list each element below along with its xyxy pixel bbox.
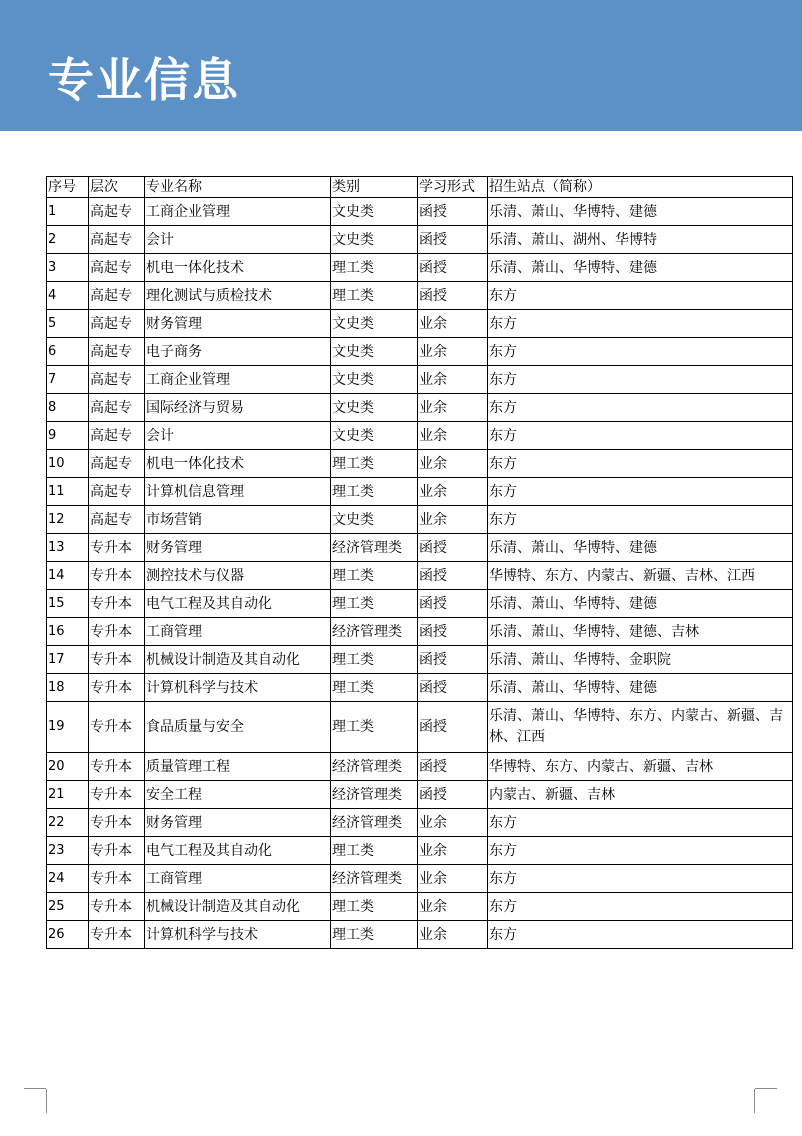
major-table	[46, 176, 793, 949]
table-row	[47, 338, 793, 366]
cell-level: 高起专	[89, 450, 145, 478]
cell-major: 电气工程及其自动化	[145, 590, 331, 618]
cell-major: 机电一体化技术	[145, 450, 331, 478]
cell-category: 理工类	[331, 590, 418, 618]
cell-category: 文史类	[331, 198, 418, 226]
cell-category: 理工类	[331, 674, 418, 702]
table-row	[47, 809, 793, 837]
cell-level: 专升本	[89, 590, 145, 618]
cell-no: 18	[47, 674, 89, 702]
cell-sites: 东方	[488, 310, 793, 338]
column-header-major: 专业名称	[145, 177, 331, 198]
cell-sites: 东方	[488, 366, 793, 394]
table-row	[47, 226, 793, 254]
table-row	[47, 394, 793, 422]
table-row	[47, 921, 793, 949]
cell-category: 经济管理类	[331, 781, 418, 809]
cell-level: 专升本	[89, 921, 145, 949]
cell-mode: 函授	[418, 534, 488, 562]
cell-sites: 东方	[488, 837, 793, 865]
cell-no: 20	[47, 753, 89, 781]
cell-mode: 函授	[418, 753, 488, 781]
cell-major: 测控技术与仪器	[145, 562, 331, 590]
header-banner	[0, 0, 802, 131]
cell-major: 机械设计制造及其自动化	[145, 646, 331, 674]
table-row	[47, 366, 793, 394]
table-row	[47, 646, 793, 674]
cell-category: 经济管理类	[331, 809, 418, 837]
cell-major: 工商企业管理	[145, 366, 331, 394]
cell-category: 文史类	[331, 422, 418, 450]
cell-no: 9	[47, 422, 89, 450]
cell-mode: 函授	[418, 781, 488, 809]
cell-mode: 函授	[418, 590, 488, 618]
cell-category: 经济管理类	[331, 534, 418, 562]
cell-no: 14	[47, 562, 89, 590]
cell-level: 专升本	[89, 865, 145, 893]
table-row	[47, 506, 793, 534]
cell-level: 专升本	[89, 781, 145, 809]
cell-no: 1	[47, 198, 89, 226]
cell-sites: 东方	[488, 921, 793, 949]
cell-mode: 业余	[418, 506, 488, 534]
cell-mode: 业余	[418, 366, 488, 394]
cell-category: 文史类	[331, 394, 418, 422]
page-corner-mark-left	[24, 1088, 46, 1111]
cell-level: 高起专	[89, 226, 145, 254]
table-row	[47, 618, 793, 646]
cell-level: 高起专	[89, 282, 145, 310]
cell-mode: 函授	[418, 674, 488, 702]
cell-mode: 业余	[418, 809, 488, 837]
column-header-category: 类别	[331, 177, 418, 198]
cell-mode: 业余	[418, 422, 488, 450]
cell-sites: 东方	[488, 893, 793, 921]
table-row	[47, 865, 793, 893]
cell-major: 机电一体化技术	[145, 254, 331, 282]
table-row	[47, 198, 793, 226]
cell-category: 理工类	[331, 450, 418, 478]
cell-sites: 东方	[488, 282, 793, 310]
cell-sites: 华博特、东方、内蒙古、新疆、吉林、江西	[488, 562, 793, 590]
cell-mode: 业余	[418, 478, 488, 506]
cell-major: 工商管理	[145, 865, 331, 893]
cell-sites: 东方	[488, 865, 793, 893]
cell-no: 22	[47, 809, 89, 837]
cell-no: 17	[47, 646, 89, 674]
cell-sites: 东方	[488, 478, 793, 506]
table-row	[47, 422, 793, 450]
cell-no: 21	[47, 781, 89, 809]
cell-major: 机械设计制造及其自动化	[145, 893, 331, 921]
cell-level: 高起专	[89, 478, 145, 506]
cell-level: 专升本	[89, 674, 145, 702]
table-row	[47, 254, 793, 282]
cell-major: 会计	[145, 226, 331, 254]
cell-no: 26	[47, 921, 89, 949]
cell-level: 专升本	[89, 618, 145, 646]
cell-mode: 函授	[418, 702, 488, 753]
cell-no: 8	[47, 394, 89, 422]
cell-sites: 乐清、萧山、华博特、建德	[488, 254, 793, 282]
cell-no: 25	[47, 893, 89, 921]
cell-level: 高起专	[89, 254, 145, 282]
cell-mode: 函授	[418, 646, 488, 674]
table-row	[47, 753, 793, 781]
cell-no: 19	[47, 702, 89, 753]
cell-category: 理工类	[331, 282, 418, 310]
cell-major: 计算机科学与技术	[145, 674, 331, 702]
cell-sites: 东方	[488, 506, 793, 534]
table-row	[47, 674, 793, 702]
table-row	[47, 534, 793, 562]
cell-major: 工商管理	[145, 618, 331, 646]
cell-no: 10	[47, 450, 89, 478]
cell-mode: 业余	[418, 310, 488, 338]
cell-sites: 乐清、萧山、湖州、华博特	[488, 226, 793, 254]
cell-no: 4	[47, 282, 89, 310]
cell-major: 财务管理	[145, 310, 331, 338]
table-row	[47, 310, 793, 338]
cell-category: 文史类	[331, 366, 418, 394]
cell-major: 计算机信息管理	[145, 478, 331, 506]
cell-sites: 乐清、萧山、华博特、建德	[488, 534, 793, 562]
cell-category: 经济管理类	[331, 618, 418, 646]
cell-level: 专升本	[89, 809, 145, 837]
cell-no: 16	[47, 618, 89, 646]
cell-major: 电气工程及其自动化	[145, 837, 331, 865]
cell-category: 经济管理类	[331, 753, 418, 781]
cell-category: 理工类	[331, 837, 418, 865]
cell-category: 文史类	[331, 338, 418, 366]
cell-mode: 业余	[418, 893, 488, 921]
table-row	[47, 590, 793, 618]
cell-sites: 乐清、萧山、华博特、金职院	[488, 646, 793, 674]
cell-category: 理工类	[331, 702, 418, 753]
cell-mode: 函授	[418, 618, 488, 646]
cell-sites: 华博特、东方、内蒙古、新疆、吉林	[488, 753, 793, 781]
cell-level: 专升本	[89, 562, 145, 590]
cell-no: 12	[47, 506, 89, 534]
cell-sites: 内蒙古、新疆、吉林	[488, 781, 793, 809]
cell-major: 安全工程	[145, 781, 331, 809]
cell-no: 15	[47, 590, 89, 618]
cell-sites: 乐清、萧山、华博特、建德	[488, 198, 793, 226]
cell-level: 高起专	[89, 310, 145, 338]
cell-level: 专升本	[89, 753, 145, 781]
page-title: 专业信息	[48, 53, 240, 107]
cell-level: 专升本	[89, 534, 145, 562]
cell-major: 市场营销	[145, 506, 331, 534]
cell-major: 计算机科学与技术	[145, 921, 331, 949]
cell-sites: 东方	[488, 338, 793, 366]
column-header-no: 序号	[47, 177, 89, 198]
cell-major: 理化测试与质检技术	[145, 282, 331, 310]
cell-sites: 乐清、萧山、华博特、建德	[488, 590, 793, 618]
cell-sites: 东方	[488, 809, 793, 837]
cell-category: 理工类	[331, 254, 418, 282]
cell-mode: 函授	[418, 282, 488, 310]
cell-mode: 业余	[418, 394, 488, 422]
cell-level: 专升本	[89, 837, 145, 865]
table-row	[47, 450, 793, 478]
cell-no: 7	[47, 366, 89, 394]
cell-mode: 函授	[418, 226, 488, 254]
cell-level: 高起专	[89, 338, 145, 366]
cell-category: 理工类	[331, 893, 418, 921]
cell-no: 13	[47, 534, 89, 562]
cell-level: 高起专	[89, 366, 145, 394]
cell-major: 会计	[145, 422, 331, 450]
cell-level: 高起专	[89, 198, 145, 226]
cell-mode: 业余	[418, 338, 488, 366]
cell-level: 专升本	[89, 702, 145, 753]
column-header-level: 层次	[89, 177, 145, 198]
page-corner-mark-right	[755, 1088, 777, 1111]
table-row	[47, 478, 793, 506]
cell-category: 经济管理类	[331, 865, 418, 893]
cell-no: 23	[47, 837, 89, 865]
cell-category: 文史类	[331, 310, 418, 338]
cell-category: 文史类	[331, 506, 418, 534]
cell-level: 高起专	[89, 422, 145, 450]
table-row	[47, 781, 793, 809]
cell-major: 国际经济与贸易	[145, 394, 331, 422]
cell-level: 专升本	[89, 646, 145, 674]
cell-major: 财务管理	[145, 534, 331, 562]
column-header-sites: 招生站点（简称）	[488, 177, 793, 198]
table-row	[47, 837, 793, 865]
column-header-mode: 学习形式	[418, 177, 488, 198]
cell-mode: 函授	[418, 562, 488, 590]
cell-mode: 业余	[418, 837, 488, 865]
cell-category: 理工类	[331, 921, 418, 949]
cell-major: 质量管理工程	[145, 753, 331, 781]
table-row	[47, 702, 793, 753]
cell-major: 电子商务	[145, 338, 331, 366]
cell-category: 文史类	[331, 226, 418, 254]
cell-mode: 业余	[418, 921, 488, 949]
table-row	[47, 562, 793, 590]
cell-category: 理工类	[331, 562, 418, 590]
cell-mode: 业余	[418, 450, 488, 478]
cell-mode: 函授	[418, 198, 488, 226]
cell-no: 5	[47, 310, 89, 338]
cell-sites: 东方	[488, 450, 793, 478]
cell-sites: 乐清、萧山、华博特、建德、吉林	[488, 618, 793, 646]
table-row	[47, 282, 793, 310]
cell-level: 高起专	[89, 394, 145, 422]
cell-level: 高起专	[89, 506, 145, 534]
cell-category: 理工类	[331, 478, 418, 506]
cell-no: 24	[47, 865, 89, 893]
cell-no: 3	[47, 254, 89, 282]
cell-no: 6	[47, 338, 89, 366]
cell-sites: 乐清、萧山、华博特、建德	[488, 674, 793, 702]
cell-major: 财务管理	[145, 809, 331, 837]
cell-major: 工商企业管理	[145, 198, 331, 226]
cell-major: 食品质量与安全	[145, 702, 331, 753]
cell-category: 理工类	[331, 646, 418, 674]
cell-no: 2	[47, 226, 89, 254]
cell-no: 11	[47, 478, 89, 506]
cell-level: 专升本	[89, 893, 145, 921]
cell-sites: 东方	[488, 394, 793, 422]
cell-mode: 函授	[418, 254, 488, 282]
table-row	[47, 893, 793, 921]
cell-mode: 业余	[418, 865, 488, 893]
cell-sites: 东方	[488, 422, 793, 450]
cell-sites: 乐清、萧山、华博特、东方、内蒙古、新疆、吉林、江西	[488, 702, 793, 753]
table-header-row	[47, 177, 793, 198]
